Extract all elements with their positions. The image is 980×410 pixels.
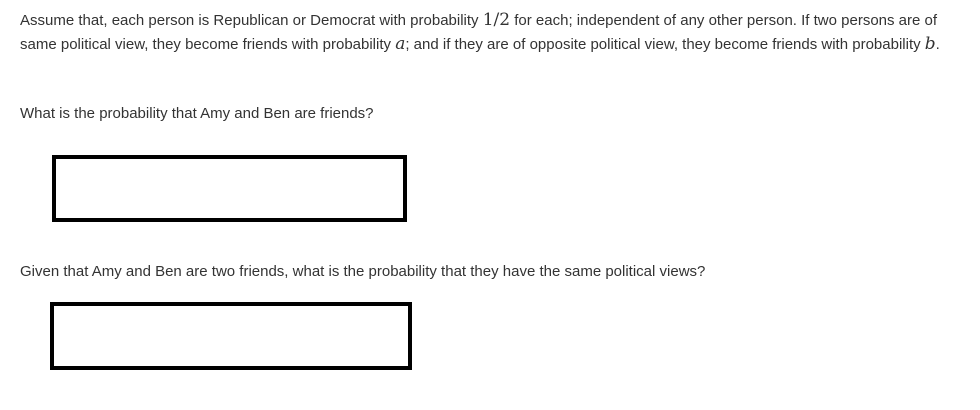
question-1-text: What is the probability that Amy and Ben are friends? [20, 105, 374, 122]
intro-text-4: . [935, 35, 940, 53]
intro-text-3: ; and if they are of opposite political view, they become friends with probability [405, 35, 925, 53]
question-2-text: Given that Amy and Ben are two friends, what is the probability that they have the same political views? [20, 263, 706, 280]
intro-text-1: Assume that, each person is Republican or Democrat with probability [20, 12, 483, 29]
problem-statement [20, 9, 965, 56]
answer-input-2[interactable] [50, 302, 412, 370]
intro-text-2: for each; independent of any other person. If two persons are of same political view, they become friends with probability [20, 12, 938, 53]
math-variable-b: b [924, 33, 936, 54]
math-one-half: 1/2 [482, 10, 511, 30]
answer-input-1[interactable] [52, 155, 407, 222]
math-variable-a: a [395, 33, 406, 54]
